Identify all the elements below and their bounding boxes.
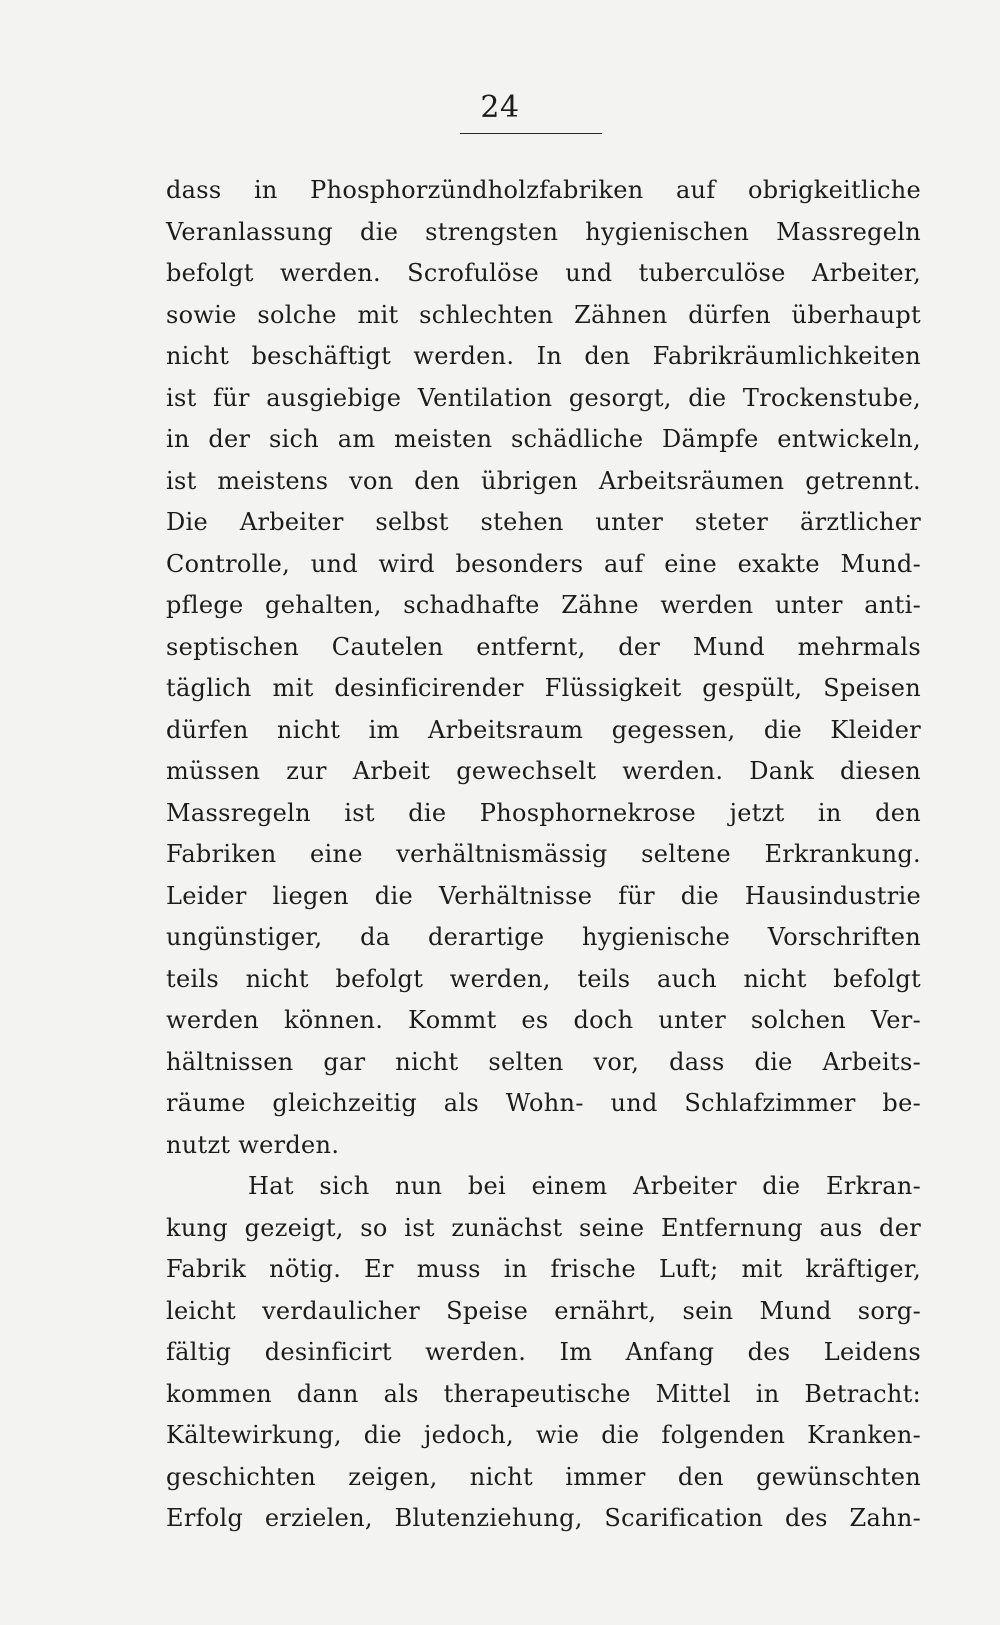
text-line: Controlle, und wird besonders auf eine exakte Mund- bbox=[166, 549, 921, 578]
text-line: nicht beschäftigt werden. In den Fabrikräumlichkeiten bbox=[166, 342, 921, 370]
text-line: nutzt werden. bbox=[166, 1130, 340, 1159]
text-line: räume gleichzeitig als Wohn- und Schlafzimmer be- bbox=[166, 1089, 921, 1117]
text-line: Massregeln ist die Phosphornekrose jetzt in den bbox=[166, 798, 921, 827]
text-line: ist meistens von den übrigen Arbeitsräumen getrennt. bbox=[166, 466, 921, 495]
text-line: Die Arbeiter selbst stehen unter steter ärztlicher bbox=[166, 508, 921, 536]
text-line: geschichten zeigen, nicht immer den gewünschten bbox=[166, 1462, 921, 1491]
text-line: Veranlassung die strengsten hygienischen Massregeln bbox=[166, 217, 921, 246]
text-line: in der sich am meisten schädliche Dämpfe entwickeln, bbox=[166, 425, 921, 453]
body-text bbox=[166, 170, 921, 1540]
text-line: müssen zur Arbeit gewechselt werden. Dank diesen bbox=[166, 757, 921, 785]
text-line: Leider liegen die Verhältnisse für die Hausindustrie bbox=[166, 881, 921, 910]
text-line: pflege gehalten, schadhafte Zähne werden unter anti- bbox=[166, 591, 921, 619]
text-line: dass in Phosphorzündholzfabriken auf obrigkeitliche bbox=[166, 176, 921, 204]
text-line: leicht verdaulicher Speise ernährt, sein Mund sorg- bbox=[166, 1296, 921, 1325]
text-line: befolgt werden. Scrofulöse und tuberculöse Arbeiter, bbox=[166, 259, 921, 287]
text-line: Fabrik nötig. Er muss in frische Luft; mit kräftiger, bbox=[166, 1255, 921, 1283]
text-line: dürfen nicht im Arbeitsraum gegessen, die Kleider bbox=[166, 715, 921, 744]
text-line: täglich mit desinficirender Flüssigkeit gespült, Speisen bbox=[166, 674, 921, 702]
header-rule bbox=[460, 133, 602, 134]
text-line: Fabriken eine verhältnismässig seltene Erkrankung. bbox=[166, 840, 921, 868]
text-line: kung gezeigt, so ist zunächst seine Entfernung aus der bbox=[166, 1213, 921, 1242]
text-line: Kältewirkung, die jedoch, wie die folgenden Kranken- bbox=[166, 1421, 921, 1449]
text-line: kommen dann als therapeutische Mittel in Betracht: bbox=[166, 1379, 921, 1408]
text-line: fältig desinficirt werden. Im Anfang des Leidens bbox=[166, 1338, 921, 1366]
text-line: Erfolg erzielen, Blutenziehung, Scarification des Zahn- bbox=[166, 1504, 921, 1532]
text-line: werden können. Kommt es doch unter solchen Ver- bbox=[166, 1006, 921, 1034]
text-line-indented: Hat sich nun bei einem Arbeiter die Erkran- bbox=[248, 1172, 921, 1200]
text-line: ist für ausgiebige Ventilation gesorgt, die Trockenstube, bbox=[166, 383, 921, 412]
text-line: ungünstiger, da derartige hygienische Vorschriften bbox=[166, 923, 921, 951]
page-number: 24 bbox=[480, 90, 520, 125]
text-line: teils nicht befolgt werden, teils auch nicht befolgt bbox=[166, 964, 921, 993]
text-line: septischen Cautelen entfernt, der Mund mehrmals bbox=[166, 632, 921, 661]
text-line: sowie solche mit schlechten Zähnen dürfen überhaupt bbox=[166, 300, 921, 329]
text-line: hältnissen gar nicht selten vor, dass die Arbeits- bbox=[166, 1047, 921, 1076]
